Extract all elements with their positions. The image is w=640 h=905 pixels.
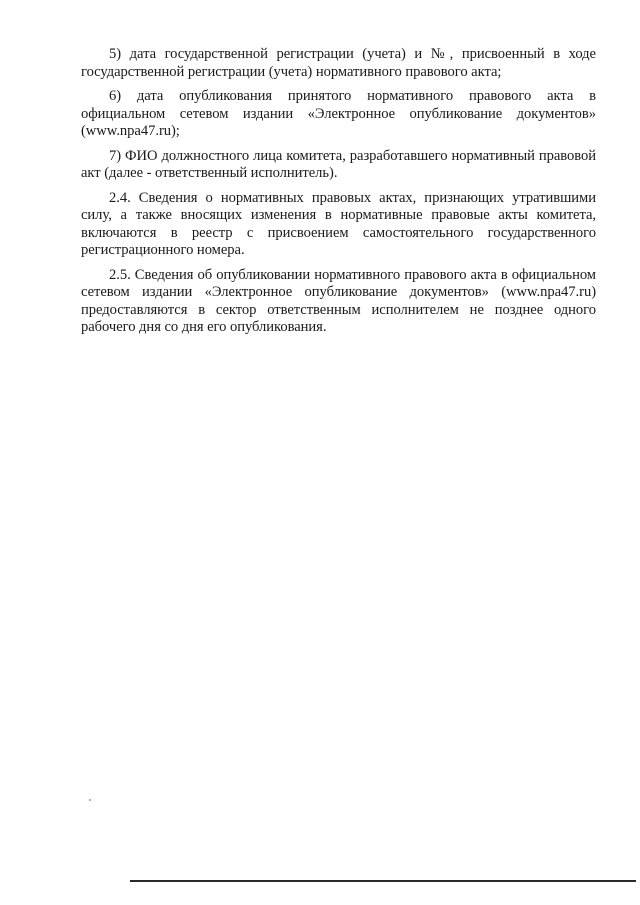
document-body	[81, 46, 596, 344]
footer-rule	[130, 880, 636, 882]
paragraph-2-4: 2.4. Сведения о нормативных правовых актах, признающих утратившими силу, а также вносящих изменения в нормативные правовые акты комитета, включаются в реестр с присвоением самостоятельного государственного регистрационного номера.	[81, 189, 596, 258]
paragraph-item-5: 5) дата государственной регистрации (учета) и №, присвоенный в ходе государственной регистрации (учета) нормативного правового акта;	[81, 46, 596, 80]
paragraph-2-5: 2.5. Сведения об опубликовании нормативного правового акта в официальном сетевом издании «Электронное опубликование документов» (www.npa47.ru) предоставляются в сектор ответственным исполнителем не позднее одного рабочего дня со дня его опубликования.	[81, 266, 596, 335]
paragraph-item-7: 7) ФИО должностного лица комитета, разработавшего нормативный правовой акт (далее - ответственный исполнитель).	[81, 147, 596, 181]
scan-speck	[89, 799, 91, 801]
paragraph-item-6: 6) дата опубликования принятого нормативного правового акта в официальном сетевом издании «Электронное опубликование документов» (www.npa47.ru);	[81, 88, 596, 139]
